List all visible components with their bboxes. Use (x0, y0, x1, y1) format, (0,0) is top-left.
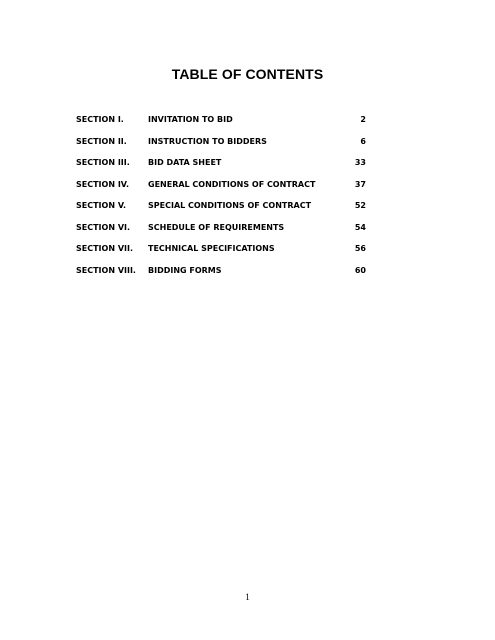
toc-section-number: SECTION V. (76, 201, 127, 210)
toc-entry (76, 243, 376, 265)
toc-section-number: SECTION I. (76, 115, 124, 124)
toc-section-title: INSTRUCTION TO BIDDERS (148, 136, 267, 146)
toc-section-number: SECTION VI. (76, 222, 131, 232)
toc-section-title: GENERAL CONDITIONS OF CONTRACT (148, 179, 316, 189)
toc-section-number: SECTION III. (76, 158, 130, 167)
page-title: TABLE OF CONTENTS (171, 66, 324, 82)
toc-section-title: INVITATION TO BID (148, 115, 233, 124)
toc-page-number: 54 (354, 222, 366, 232)
toc-section-title: SCHEDULE OF REQUIREMENTS (148, 222, 285, 232)
toc-section-number: SECTION VII. (76, 244, 133, 253)
toc-entry (76, 200, 376, 222)
toc-entry (76, 222, 376, 244)
toc-page-number: 52 (354, 201, 366, 210)
toc-section-title: BIDDING FORMS (148, 265, 222, 275)
toc-entry (76, 136, 376, 158)
toc-page-number: 60 (354, 265, 366, 275)
toc-page-number: 2 (360, 115, 366, 124)
toc-entry (76, 157, 376, 179)
toc-section-title: TECHNICAL SPECIFICATIONS (148, 244, 275, 253)
toc-entry (76, 114, 376, 136)
toc-section-title: SPECIAL CONDITIONS OF CONTRACT (148, 201, 312, 210)
toc-page-number: 33 (354, 158, 366, 167)
toc-page-number: 37 (354, 179, 366, 189)
toc-section-number: SECTION VIII. (76, 265, 136, 275)
toc-entry (76, 179, 376, 201)
toc-section-title: BID DATA SHEET (148, 158, 222, 167)
page-number: 1 (245, 592, 250, 602)
toc-entry (76, 265, 376, 287)
toc-page-number: 56 (354, 244, 366, 253)
toc-section-number: SECTION IV. (76, 179, 129, 189)
toc-section-number: SECTION II. (76, 136, 127, 146)
toc-page-number: 6 (360, 136, 366, 146)
table-of-contents (76, 114, 376, 286)
